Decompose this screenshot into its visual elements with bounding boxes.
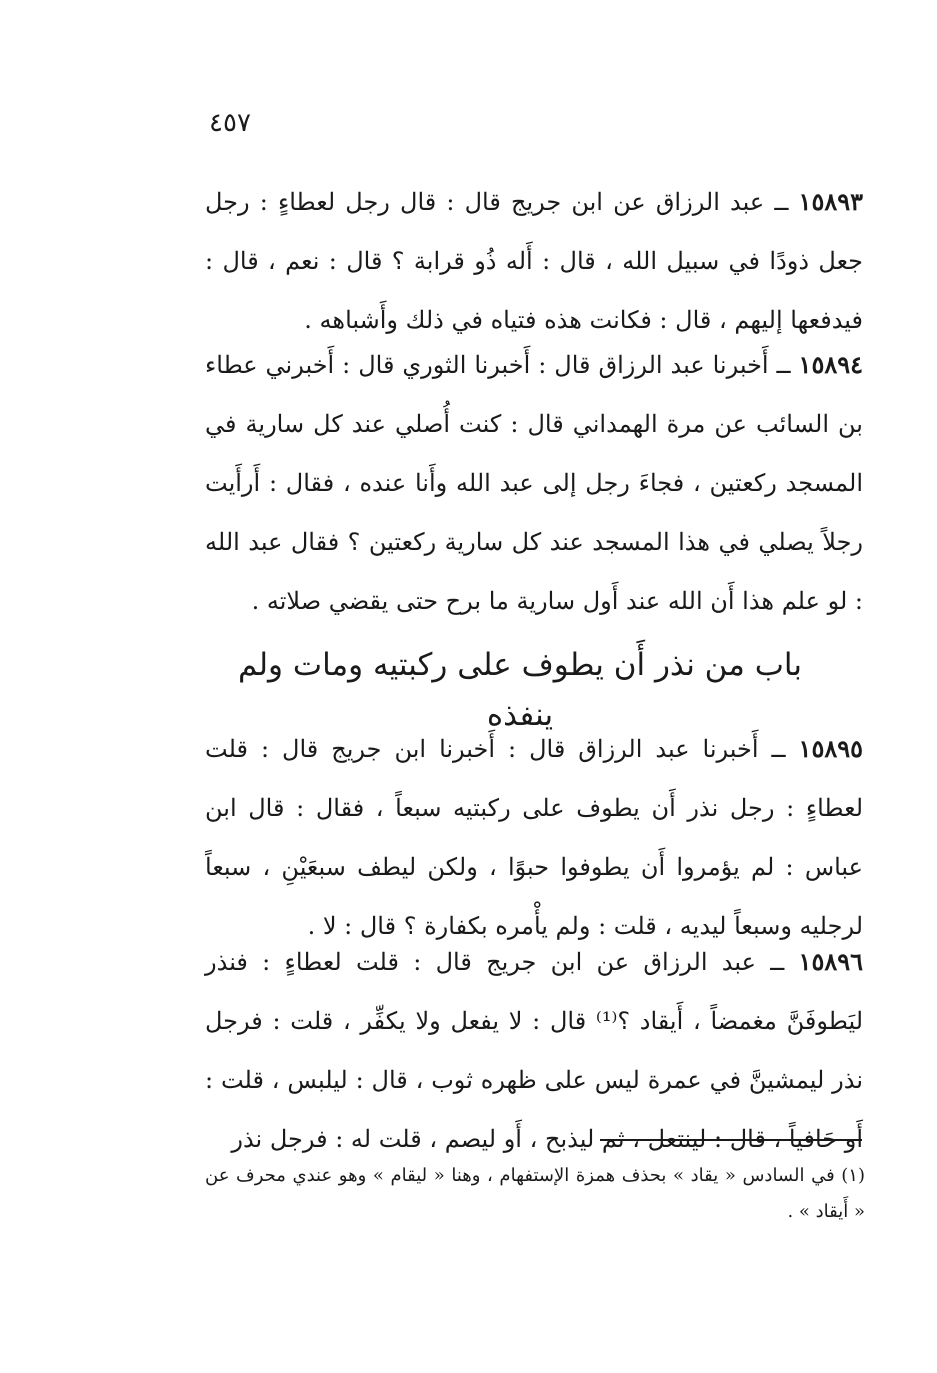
hadith-text: ــ عبد الرزاق عن ابن جريج قال : قال رجل لعطاءٍ : رجل جعل ذودًا في سبيل الله ، قال : أَله ذُو قرابة ؟ قال : نعم ، قال : فيدفعها إليهم ، قال : فكانت هذه فتياه في ذلك وأَشباهه . — [205, 188, 863, 334]
hadith-entry — [205, 172, 863, 350]
hadith-number: ١٥٨٩٥ — [798, 734, 863, 763]
hadith-number: ١٥٨٩٦ — [798, 947, 863, 976]
footnote: (١) في السادس « يقاد » بحذف همزة الإستفهام ، وهنا « ليقام » وهو عندي محرف عن « أَيقاد » . — [205, 1165, 865, 1222]
hadith-number: ١٥٨٩٤ — [798, 350, 863, 379]
hadith-text: ــ أَخبرنا عبد الرزاق قال : أَخبرنا الثوري قال : أَخبرني عطاء بن السائب عن مرة الهمداني قال : كنت أُصلي عند كل سارية في المسجد ركعتين ، فجاءَ رجل إلى عبد الله وأَنا عنده ، فقال : أَرأَيت رجلاً يصلي في هذا المسجد عند كل سارية ركعتين ؟ فقال عبد الله : لو علم هذا أَن الله عند أَول سارية ما برح حتى يقضي صلاته . — [205, 351, 863, 615]
hadith-entry — [205, 335, 863, 631]
hadith-text: ــ عبد الرزاق عن ابن جريج قال : قلت لعطاءٍ : فنذر ليَطوفَنَّ مغمضاً ، أَيقاد ؟⁽¹⁾ قال : لا يفعل ولا يكفِّر ، قلت : فرجل نذر ليمشينَّ في عمرة ليس على ظهره ثوب ، قال : ليلبس ، قلت : أَو حَافياً ، قال : لينتعل ، ثم ليذبح ، أَو ليصم ، قلت له : فرجل نذر — [205, 948, 864, 1153]
hadith-entry — [205, 719, 863, 956]
hadith-text: ــ أَخبرنا عبد الرزاق قال : أَخبرنا ابن جريج قال : قلت لعطاءٍ : رجل نذر أَن يطوف على ركبتيه سبعاً ، فقال : قال ابن عباس : لم يؤمروا أَن يطوفوا حبوًا ، ولكن ليطف سبعَيْنِ ، سبعاً لرجليه وسبعاً ليديه ، قلت : ولم يأْمره بكفارة ؟ قال : لا . — [205, 735, 863, 940]
hadith-entry — [205, 932, 863, 1169]
chapter-title: باب من نذر أَن يطوف على ركبتيه ومات ولم ينفذه — [237, 647, 802, 733]
page-number: ٤٥٧ — [209, 108, 251, 138]
footnote-divider — [600, 1139, 862, 1141]
hadith-number: ١٥٨٩٣ — [798, 187, 863, 216]
